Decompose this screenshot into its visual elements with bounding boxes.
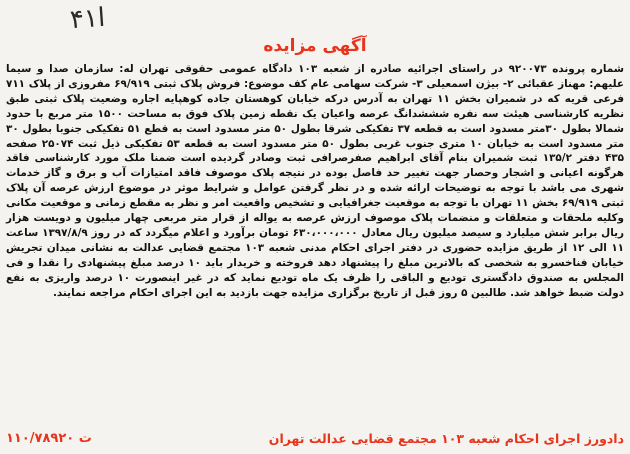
notice-body: شماره پرونده ۹۲۰۰۷۳ در راستای اجرائیه صادره از شعبه ۱۰۳ دادگاه عمومی حقوقی تهران له: سازمان صدا و سیما علیهم: مهناز عقبائی ۲- بیژن اسمعیلی ۳- شرکت سهامی عام کف موضوع: فروش پلاک ثبتی ۶۹/۹۱۹ مفروزی از پلاک ۷۱۱ فرعی قریه که در شمیران بخش ۱۱ تهران به آدرس درکه خیابان کوهستان جاده کوهپایه اجاره وضعیت پلاک ثبتی طبق نظریه کارشناسی هیئت سه نفره شششدانگ عرصه واعیان یک نقطه زمین پلاک فوق به مساحت ۱۵۰۰ متر مربع با حدود شمالا بطول ۳۰متر مسدود است به قطعه ۳۷ تفکیکی شرقا بطول ۵۰ متر مسدود است به قطع ۵۱ تفکیکی جنوبا بطول ۳۰ متر مسدود است به خیابان ۱۰ متری جنوب غربی بطول ۵۰ متر مسدود است به قطعه ۵۳ تفکیکی ذیل ثبت ۲۵۰۷۴ صفحه ۴۳۵ دفتر ۱۳۵/۲ ثبت شمیران بنام آقای ابراهیم صفرصرافی ثبت وصادر گردیده است ضمنا ملک مورد کارشناسی فاقد هرگونه اعیانی و اشجار وحصار جهت تغییر حد فاصل بوده در نتیجه پلاک موصوف فاقد امتیازات آب و برق و گاز خدمات شهری می باشد با توجه به توضیحات ارائه شده و در نظر گرفتن عوامل و شرایط موثر در موضوع ارزش عرصه آن پلاک ثبتی ۶۹/۹۱۹ بخش ۱۱ تهران با توجه به موقعیت جغرافیایی و تشخیص واقعیت امر و نظر به مقطع زمانی و موقعیت مکانی وکلیه ملحقات و متعلقات و منضمات پلاک موصوف ارزش عرصه به یواله از قرار متر مربعی چهار میلیون و دویست هزار ریال برابر شش میلیارد و سیصد میلیون ریال معادل ۶۳۰،۰۰۰،۰۰۰ تومان برآورد و اعلام میگردد که در روز ۱۳۹۷/۸/۹ ساعت ۱۱ الی ۱۲ از طریق مزایده حضوری در دفتر اجرای احکام مدنی شعبه ۱۰۳ مجتمع قضایی عدالت به نشانی میدان تجریش خیابان فناخسرو به شخصی که بالاترین مبلغ را پیشنهاد دهد فروخته و خریدار باید ۱۰ درصد مبلغ پیشنهادی را نقدا و فی المجلس به صندوق دادگستری تودیع و الباقی را ظرف یک ماه تودیع نماید که در غیر اینصورت ۱۰ درصد واریزی به نفع دولت ضبط خواهد شد. طالبین ۵ روز قبل از تاریخ برگزاری مزایده جهت بازدید به این اجرای احکام مراجعه نمایند. xyxy=(6,63,625,299)
handwritten-number: ا۴۱ xyxy=(68,2,107,36)
notice-footer xyxy=(6,427,624,449)
footer-reference-number: ۱۱۰/۷۸۹۲۰ ت xyxy=(6,430,92,446)
footer-signature: دادورز اجرای احکام شعبه ۱۰۳ مجتمع قضایی عدالت تهران xyxy=(268,430,624,446)
notice-title: آگهی مزایده xyxy=(263,36,367,56)
